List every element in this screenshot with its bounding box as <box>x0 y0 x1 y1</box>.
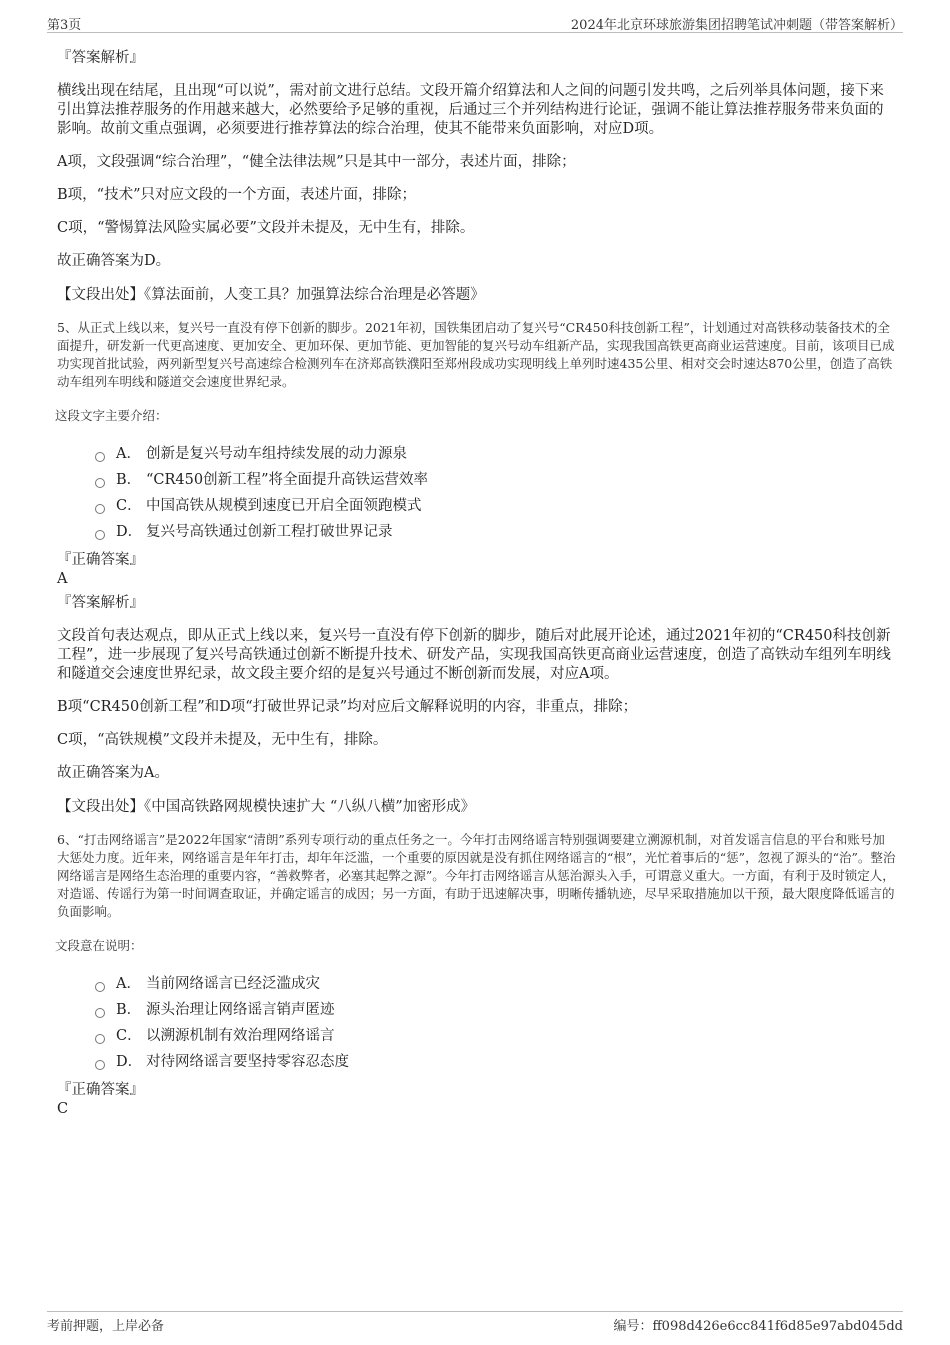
document-title: 2024年北京环球旅游集团招聘笔试冲刺题（带答案解析） <box>570 18 903 33</box>
option-text: 以溯源机制有效治理网络谣言 <box>146 1028 335 1044</box>
analysis-paragraph: C项，“高铁规模”文段并未提及，无中生有，排除。 <box>57 732 388 748</box>
option-c[interactable] <box>95 493 897 519</box>
option-text: 对待网络谣言要坚持零容忍态度 <box>146 1054 349 1070</box>
analysis-paragraph: 文段首句表达观点，即从正式上线以来，复兴号一直没有停下创新的脚步，随后对此展开论述，通过2021年初的“CR450科技创新工程”，进一步展现了复兴号高铁通过创新不断提升技术、研发产品，实现我国高铁更高商业运营速度，创造了高铁动车组列车明线和隧道交会速度世界纪录，故文段主要介绍的是复兴号通过不断创新而发展，对应A项。 <box>57 628 891 682</box>
option-d[interactable] <box>95 519 897 545</box>
radio-icon[interactable] <box>95 1034 105 1044</box>
option-text: 创新是复兴号动车组持续发展的动力源泉 <box>146 446 407 462</box>
question-6-passage: 6、“打击网络谣言”是2022年国家“清朗”系列专项行动的重点任务之一。今年打击网络谣言特别强调要建立溯源机制，对首发谣言信息的平台和账号加大惩处力度。近年来，网络谣言是年年打击，却年年泛滥，一个重要的原因就是没有抓住网络谣言的“根”，光忙着事后的“惩”，忽视了源头的“治”。整治网络谣言是网络生态治理的重要内容，“善救弊者，必塞其起弊之源”。今年打击网络谣言从惩治源头入手，可谓意义重大。一方面，有利于及时锁定人，对造谣、传谣行为第一时间调查取证，并确定谣言的成因；另一方面，有助于迅速解决事，明晰传播轨迹，尽早采取措施加以干预，最大限度降低谣言的负面影响。 <box>57 832 896 919</box>
correct-answer: C <box>57 1101 69 1117</box>
correct-answer-label: 『正确答案』 <box>57 1082 144 1098</box>
option-letter: A． <box>116 446 141 462</box>
option-a[interactable] <box>95 971 897 997</box>
page-number: 第3页 <box>47 18 82 33</box>
analysis-paragraph: A项，文段强调“综合治理”，“健全法律法规”只是其中一部分，表述片面，排除； <box>57 154 576 170</box>
analysis-conclusion: 故正确答案为A。 <box>57 765 169 781</box>
question-5-prompt: 这段文字主要介绍： <box>55 408 168 423</box>
option-c[interactable] <box>95 1023 897 1049</box>
option-letter: B． <box>116 1002 142 1018</box>
page-content <box>57 44 897 1123</box>
radio-icon[interactable] <box>95 982 105 992</box>
analysis-conclusion: 故正确答案为D。 <box>57 253 171 269</box>
radio-icon[interactable] <box>95 478 105 488</box>
passage-source: 【文段出处】《中国高铁路网规模快速扩大 “八纵八横”加密形成》 <box>57 799 476 815</box>
footer-slogan: 考前押题，上岸必备 <box>47 1319 165 1334</box>
option-letter: B． <box>116 472 142 488</box>
question-5-passage: 5、从正式上线以来，复兴号一直没有停下创新的脚步。2021年初，国铁集团启动了复兴号“CR450科技创新工程”，计划通过对高铁移动装备技术的全面提升，研发新一代更高速度、更加安全、更加环保、更加节能、更加智能的复兴号动车组新产品，实现我国高铁更高商业运营速度。目前，该项目已成功实现首批试验，两列新型复兴号高速综合检测列车在济郑高铁濮阳至郑州段成功实现明线上单列时速435公里、相对交会时速达870公里，创造了高铁动车组列车明线和隧道交会速度世界纪录。 <box>57 320 895 389</box>
option-letter: D． <box>116 1054 143 1070</box>
correct-answer: A <box>57 571 68 587</box>
option-letter: C． <box>116 1028 142 1044</box>
analysis-paragraph: B项，“技术”只对应文段的一个方面，表述片面，排除； <box>57 187 416 203</box>
option-d[interactable] <box>95 1049 897 1075</box>
option-a[interactable] <box>95 441 897 467</box>
analysis-paragraph: B项“CR450创新工程”和D项“打破世界记录”均对应后文解释说明的内容，非重点，排除； <box>57 699 638 715</box>
analysis-paragraph: 横线出现在结尾，且出现“可以说”，需对前文进行总结。文段开篇介绍算法和人之间的问题引发共鸣，之后列举具体问题，接下来引出算法推荐服务的作用越来越大，必然要给予足够的重视，后通过三个并列结构进行论证，强调不能让算法推荐服务带来负面的影响。故前文重点强调，必须要进行推荐算法的综合治理，使其不能带来负面影响，对应D项。 <box>57 83 884 137</box>
page-footer <box>47 1311 903 1334</box>
page-header <box>47 12 903 33</box>
correct-answer-label: 『正确答案』 <box>57 552 144 568</box>
analysis-paragraph: C项，“警惕算法风险实属必要”文段并未提及，无中生有，排除。 <box>57 220 475 236</box>
option-text: 当前网络谣言已经泛滥成灾 <box>146 976 320 992</box>
option-b[interactable] <box>95 467 897 493</box>
option-text: 复兴号高铁通过创新工程打破世界记录 <box>146 524 393 540</box>
radio-icon[interactable] <box>95 1060 105 1070</box>
analysis-label: 『答案解析』 <box>57 595 144 611</box>
document-id: 编号：ff098d426e6cc841f6d85e97abd045dd <box>613 1319 903 1334</box>
option-b[interactable] <box>95 997 897 1023</box>
question-6-options <box>95 971 897 1075</box>
radio-icon[interactable] <box>95 530 105 540</box>
analysis-label: 『答案解析』 <box>57 50 144 66</box>
option-text: 中国高铁从规模到速度已开启全面领跑模式 <box>146 498 422 514</box>
option-letter: D． <box>116 524 143 540</box>
passage-source: 【文段出处】《算法面前，人变工具？加强算法综合治理是必答题》 <box>57 287 485 303</box>
radio-icon[interactable] <box>95 1008 105 1018</box>
option-text: 源头治理让网络谣言销声匿迹 <box>146 1002 335 1018</box>
option-letter: C． <box>116 498 142 514</box>
option-text: “CR450创新工程”将全面提升高铁运营效率 <box>146 472 429 488</box>
radio-icon[interactable] <box>95 504 105 514</box>
option-letter: A． <box>116 976 141 992</box>
question-6-prompt: 文段意在说明： <box>55 938 143 953</box>
radio-icon[interactable] <box>95 452 105 462</box>
question-5-options <box>95 441 897 545</box>
